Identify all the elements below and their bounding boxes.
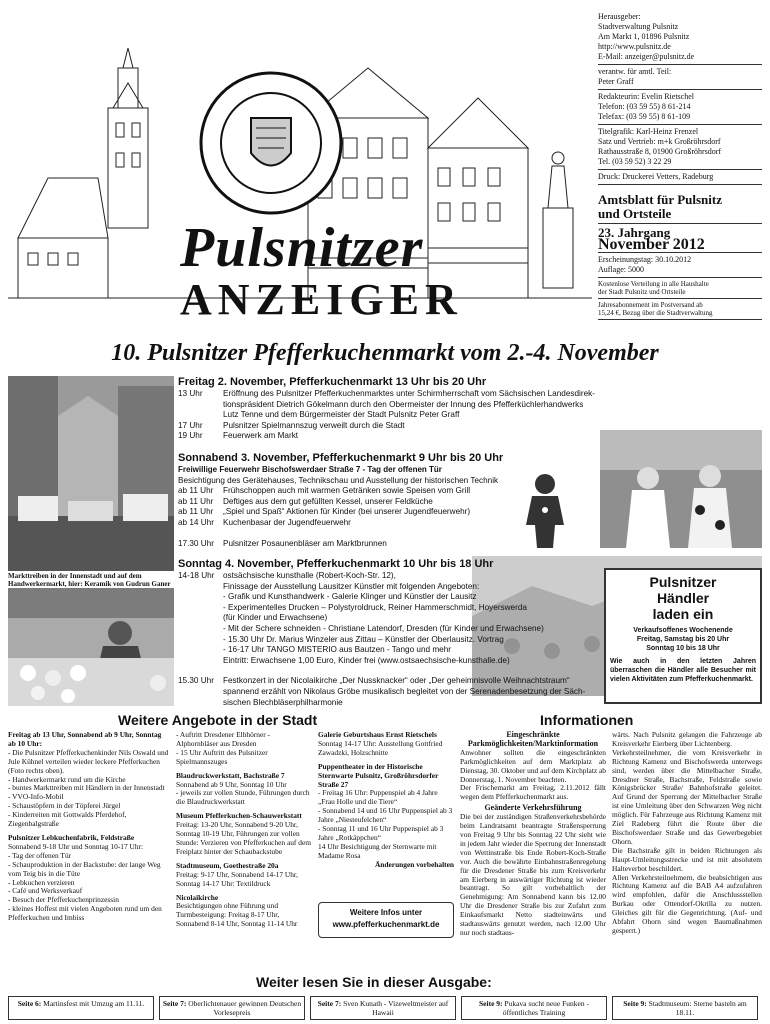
saturday-subheading: Freiwillige Feuerwehr Bischofswerdaer Straße 7 - Tag der offenen Tür [178,465,442,474]
column-paragraph: wärts. Nach Pulsnitz gelangen die Fahrzeuge ab Kreisverkehr Eierberg über Lichtenberg. [612,730,762,748]
schedule-row [178,645,598,656]
saturday-intro: Besichtigung des Gerätehauses, Technikschau und Ausstellung der historischen Technik [178,475,499,485]
imprint-address: Am Markt 1, 01896 Pulsnitz [598,32,690,41]
promo-line-1: Pulsnitzer [649,574,717,590]
schedule-row [178,486,548,497]
column-paragraph: Nicolaikirche [176,892,219,902]
footer-teaser[interactable] [310,996,456,1020]
schedule-row [178,421,598,432]
column-paragraph: Pulsnitzer Lebkuchenfabrik, Feldstraße [8,832,135,842]
more-offers-title: Weitere Angebote in der Stadt [118,712,318,728]
gingerbread-mascot-icon [520,470,570,550]
column-paragraph: - VVO-Info-Mobil [8,792,64,802]
schedule-time: 19 Uhr [178,431,203,441]
volume-year: 23. Jahrgang [598,225,671,240]
column-paragraph: Stadtmuseum, Goethestraße 20a [176,860,279,870]
column-paragraph: Sonntag 14-17 Uhr: Ausstellung Gottfried Zawadzki, Holzschnitte [318,738,443,757]
masthead-title-pulsnitzer: Pulsnitzer [180,217,424,279]
column-paragraph: - Sonnabend 14 und 16 Uhr Puppenspiel ab 3 Jahre „Niesteufelchen“ [318,806,453,825]
column-paragraph: Blaudruckwerkstatt, Bachstraße 7 [176,770,285,780]
schedule-desc: ostsächsische kunsthalle (Robert-Koch-Str. 12), [223,571,396,580]
schedule-desc: - Mit der Schere schneiden - Christiane Latendorf, Dresden (für Kinder und Erwachsene) [223,623,544,633]
footer-topic: Pukava sucht neue Funken - öffentliches Training [502,999,589,1017]
schedule-row [178,656,598,667]
imprint-responsible: verantw. für amtl. Teil: [598,67,672,76]
column-paragraph: - Freitag 16 Uhr: Puppenspiel ab 4 Jahre „Frau Holle und die Tiere“ [318,788,438,807]
schedule-desc: Eröffnung des Pulsnitzer Pfefferkuchenmarktes unter Schirmherrschaft vom Sächsischen Landesdirek- [223,389,595,398]
schedule-row [178,431,598,442]
column-paragraph: Der Frischemarkt am Freitag, 2.11.2012 fällt wegen dem Pfefferkuchenmarkt aus. [460,783,606,802]
footer-page: Seite 7: [317,999,344,1008]
schedule-saturday [178,452,548,549]
schedule-time: ab 14 Uhr [178,517,214,527]
footer-topic: Stadtmuseum: Sterne basteln am 18.11. [648,999,747,1017]
column-paragraph: - buntes Markttreiben mit Händlern in der Innenstadt [8,783,165,793]
masthead-title-anzeiger: ANZEIGER [180,275,463,318]
column-paragraph: Freitag: 9-17 Uhr, Sonnabend 14-17 Uhr, Sonntag 14-17 Uhr: Textildruck [176,869,298,888]
schedule-desc: „Spiel und Spaß“ Aktionen für Kinder (bei unserer Jugendfeuerwehr) [223,507,471,517]
column-paragraph: - Sonntag 11 und 16 Uhr Puppenspiel ab 3 Jahre „Rotkäppchen“ [318,824,444,842]
imprint-print: Druck: Druckerei Vetters, Radeburg [598,172,714,181]
more-info-box [318,902,454,938]
column-paragraph: Besichtigungen ohne Führung und Turmbesteigung: Freitag 8-17 Uhr, Sonnabend 8-14 Uhr, Sonntag 11-14 Uhr [176,901,298,929]
more-info-url[interactable]: www.pfefferkuchenmarkt.de [332,920,440,929]
offers-column-1 [8,731,170,923]
imprint-sales-1: Satz und Vertrieb: m+k Großröhrsdorf [598,137,721,146]
schedule-row [178,571,598,582]
schedule-row [178,624,598,635]
schedule-desc: - 15.30 Uhr Dr. Marius Winzeler aus Zittau – Künstler der Oberlausitz. Vortrag [223,634,504,644]
column-paragraph: Freitag: 13-20 Uhr, Sonnabend 9-20 Uhr, Sonntag 10-19 Uhr, Führungen zur vollen Stunde: Verzieren von Pfefferkuchen auf dem Freiplatz hinter der Schaubackstube [176,820,311,856]
schedule-row [178,497,548,508]
ceramics-image [8,588,174,706]
promo-weekend: Verkaufsoffenes Wochenende [633,627,733,634]
footer-teaser[interactable] [159,996,305,1020]
footer-page: Seite 7: [162,999,189,1008]
promo-fri-sat: Freitag, Samstag bis 20 Uhr [636,636,730,643]
sunday-last-line-2: spannend erzählt von Nikolaus Gröbe musikalisch begleitet von der Serenadenbesetzung der Säch- [223,686,586,696]
footer-page: Seite 9: [479,999,505,1008]
main-headline: 10. Pulsnitzer Pfefferkuchenmarkt vom 2.-4. November [111,340,659,366]
column-paragraph: - Handwerkermarkt rund um die Kirche [8,774,126,784]
photo-caption: Markttreiben in der Innenstadt und auf dem Handwerkermarkt, hier: Keramik von Gudrun Ganer [8,572,171,588]
schedule-row [178,603,598,614]
column-paragraph: - kleines Hoffest mit vielen Angeboten rund um den Pfefferkuchen und Imbiss [8,904,162,923]
saturday-last-desc: Pulsnitzer Posaunenbläser am Marktbrunnen [223,538,387,548]
schedule-desc: Feuerwerk am Markt [223,431,299,441]
footer-page: Seite 6: [17,999,44,1008]
column-paragraph: - Besuch der Pfefferkuchenprinzessin [8,895,119,905]
release-date: Erscheinungstag: 30.10.2012 [598,255,692,264]
imprint-email[interactable]: E-Mail: anzeiger@pulsnitz.de [598,52,695,61]
column-paragraph: Die bei der zuständigen Straßenverkehrsbehörde beim Landratsamt beantragte Straßensperrung von Freitag 9 Uhr bis Sonntag 22 Uhr sieht wie in jedem Jahr wieder die Sperrung der Innenstadt von Wettinstraße bis Ende Robert-Koch-Straße vor. Auch die bewährte Einbahnstraßenregelung für die Dresdener Straße bis zum Kreisverkehr am Eierberg in auswärtiger Richtung ist wieder beantragt. So gilt vorbehaltlich der Genehmigung: Am Sonnabend kann bis 12.00 Uhr die Dresdener Straße bis zur Zufahrt zum Einkaufsmarkt Netto stadteinwärts und stadtauswärts genutzt werden, nach 12.00 Uhr nur noch stadtaus- [460,812,606,937]
column-paragraph: - Auftritt Dresdener Elbhörner - Alphornbläser aus Dresden [176,730,270,748]
schedule-desc: Lutz Tenne und dem Bürgermeister der Stadt Pulsnitz Peter Graff [223,410,460,420]
column-paragraph: Die Bachstraße gilt in beiden Richtungen als Haupt-Umleitungsstrecke und ist mit absolutem Halteverbot beschildert. [612,845,762,873]
schedule-desc: (für Kinder und Erwachsene) [223,613,328,623]
schedule-row [178,389,598,400]
subscription-line-1: Jahresabonnement im Postversand ab [598,301,703,309]
children-image [600,430,762,548]
schedule-row [178,635,598,646]
imprint-fax: Telefax: (03 59 55) 8 61-109 [598,112,691,121]
column-paragraph: Sonnabend 9-18 Uhr und Sonntag 10-17 Uhr: [8,841,144,851]
saturday-last-row [178,539,548,550]
schedule-desc: Finissage der Ausstellung Lausitzer Künstler mit folgenden Angeboten: [223,581,480,591]
footer-teaser[interactable] [8,996,154,1020]
gazette-line-1: Amtsblatt für Pulsnitz [598,192,722,207]
schedule-row [178,518,548,529]
gingerbread-children-photo [600,430,762,548]
changes-note: Änderungen vorbehalten [374,859,454,869]
schedule-friday [178,376,598,442]
saturday-last-time: 17.30 Uhr [178,538,214,548]
schedule-desc: Frühschoppen auch mit warmen Getränken sowie Speisen vom Grill [223,486,471,496]
column-paragraph: - Kinderreiten mit Gottwalds Pferdehof, Ziegenbalgstraße [8,810,127,829]
info-column-2 [612,731,762,936]
schedule-desc: Deftiges aus dem gut gefüllten Kessel, unserer Feldküche [223,496,433,506]
parking-text [460,749,606,802]
footer-topic: Sven Kunath - Vizeweltmeister auf Hawaii [343,999,449,1017]
schedule-desc: tionspräsident Dietrich Gökelmann durch den Obermeister der Innung des Pfefferküchlerhandwerks [223,399,584,409]
footer-teaser[interactable] [461,996,607,1020]
traffic-text [460,813,606,938]
offers-column-3 [318,731,454,870]
schedule-row [178,400,598,411]
column-paragraph: - Schauproduktion in der Backstube: der lange Weg vom Teig bis in die Tüte [8,859,161,878]
schedule-time: 13 Uhr [178,389,203,398]
distribution-line-1: Kostenlose Verteilung in alle Haushalte [598,280,709,288]
column-paragraph: Galerie Geburtshaus Ernst Rietschels [318,730,437,739]
schedule-desc: - Grafik und Kunsthandwerk - Galerie Klinger und Künstler der Lausitz [223,592,477,602]
sunday-rows [178,571,598,666]
imprint-publisher: Herausgeber: [598,12,641,21]
schedule-row [178,582,598,593]
schedule-row [178,613,598,624]
subscription-line-2: 15,24 €, Bezug über die Stadtverwaltung [598,309,713,317]
imprint-graphic: Titelgrafik: Karl-Heinz Frenzel [598,127,699,136]
column-paragraph: Freitag ab 13 Uhr, Sonnabend ab 9 Uhr, Sonntag ab 10 Uhr: [8,730,162,748]
schedule-time: ab 11 Uhr [178,486,214,496]
gazette-line-2: und Ortsteile [598,206,672,221]
column-paragraph: - Café und Werksverkauf [8,886,83,896]
column-paragraph: - Schaustöpfern in der Töpferei Jürgel [8,801,121,811]
column-paragraph: Puppentheater in der Historische Sternwarte Pulsnitz, Großröhrsdorfer Straße 27 [318,761,439,789]
column-paragraph: - Die Pulsnitzer Pfefferkuchenkinder Nils Oswald und Jule Kühnel verteilen wieder leckere Pfefferkuchen (Foto rechts oben). [8,747,169,775]
footer-page: Seite 9: [623,999,649,1008]
column-paragraph: Anwohner sollten die eingeschränkten Parkmöglichkeiten auf dem Marktplatz ab Dienstag, 30. Oktober und auf dem Kirchplatz ab Donnerstag, 1. November beachten. [460,747,606,784]
friday-rows [178,389,598,442]
schedule-time: 17 Uhr [178,420,203,430]
footer-topic: Martinsfest mit Umzug am 11.11. [43,999,145,1008]
column-paragraph: - Lebkuchen verzieren [8,877,75,887]
schedule-desc: Pulsnitzer Spielmannszug verweilt durch die Stadt [223,420,405,430]
friday-heading: Freitag 2. November, Pfefferkuchenmarkt 13 Uhr bis 20 Uhr [178,376,487,388]
sunday-last-block [178,676,598,708]
schedule-sunday [178,558,598,708]
promo-sunday: Sonntag 10 bis 18 Uhr [646,645,720,652]
market-street-image [8,376,174,571]
sunday-last-time: 15.30 Uhr [178,676,214,686]
saturday-heading: Sonnabend 3. November, Pfefferkuchenmarkt 9 Uhr bis 20 Uhr [178,452,504,464]
market-street-photo [8,376,174,571]
merchants-promo-box [604,568,762,704]
edition-count: Auflage: 5000 [598,265,644,274]
more-info-label: Weitere Infos unter [349,908,423,917]
city-seal-emblem [196,68,346,218]
imprint-url[interactable]: http://www.pulsnitz.de [598,42,671,51]
promo-text: Wie auch in den letzten Jahren überraschen die Händler alle Besucher mit vielen Aktivitäten zum Pfefferkuchenmarkt. [610,658,756,683]
sunday-last-line-3: sischen Blechbläserphilharmonie [223,697,343,707]
schedule-row [178,592,598,603]
column-paragraph: - jeweils zur vollen Stunde, Führungen durch die Blaudruckwerkstatt [176,788,310,807]
offers-column-2 [176,731,312,929]
parking-heading: Eingeschränkte Parkmöglichkeiten/Marktinformation [467,730,599,748]
schedule-desc: Eintritt: Erwachsene 1,00 Euro, Kinder frei (www.ostsaechsische-kunsthalle.de) [223,655,510,665]
footer-topic: Oberlichtenauer gewinnen Deutschen Vorlesepreis [188,999,302,1017]
masthead [8,8,592,318]
column-paragraph: 14 Uhr Besichtigung der Sternwarte mit Madame Rosa [318,841,437,860]
imprint-responsible-name: Peter Graff [598,77,634,86]
column-paragraph: Verkehrsteilnehmer, die vom Kreisverkehr in Richtung Kamenz und Bischofswerda unterwegs sind, werden über die Mittelbacher Straße, Dresdner Straße, Bachstraße, Feldstraße sowie Königsbrücker Straße/ Bahnhofstraße geleitet. Auf Grund der Sperrung der Mittelbacher Straße ist eine Umleitung über den Schwarzen Weg nicht möglich. Für Fahrzeuge aus Richtung Kamenz mit Ziel Radeberg führt die Route über die Bischofswerdaer Straße und das Gewerbegebiet Ohorn. [612,747,762,846]
schedule-time: 14-18 Uhr [178,571,215,580]
column-paragraph: Allen Verkehrsteilnehmern, die beabsichtigen aus Richtung Kamenz auf die BAB A4 aufzufahren wird empfohlen, dafür die Anschlussstellen Burkau oder Ottendorf-Okrilla zu nutzen. Gleiches gilt für die Gegenrichtung. (Auf- und Abfahrt Ohorn sind wegen Baumaßnahmen gesperrt.) [612,872,762,935]
column-paragraph: Museum Pfefferkuchen-Schauwerkstatt [176,811,302,821]
footer-teaser[interactable] [612,996,758,1020]
traffic-heading: Geänderte Verkehrsführung [484,803,582,813]
imprint-sidebar [598,10,762,320]
schedule-row [178,410,598,421]
distribution-line-2: der Stadt Pulsnitz und Ortsteile [598,288,686,296]
imprint-sales-3: Tel. (03 59 52) 3 22 29 [598,157,672,166]
column-paragraph: Sonnabend ab 9 Uhr, Sonntag 10 Uhr [176,779,287,789]
info-column-1 [460,731,606,938]
imprint-publisher-name: Stadtverwaltung Pulsnitz [598,22,679,31]
imprint-editor: Redakteurin: Evelin Rietschel [598,92,694,101]
schedule-time: ab 11 Uhr [178,496,214,506]
saturday-rows [178,486,548,528]
schedule-desc: - 16-17 Uhr TANGO MISTERIO aus Bautzen - Tango und mehr [223,645,451,655]
schedule-desc: Kuchenbasar der Jugendfeuerwehr [223,517,351,527]
column-paragraph: - 15 Uhr Auftritt des Pulsnitzer Spielmannszuges [176,747,268,766]
information-title: Informationen [540,712,634,728]
promo-line-3: laden ein [652,606,714,622]
schedule-time: ab 11 Uhr [178,507,214,517]
more-reading-title: Weiter lesen Sie in dieser Ausgabe: [256,974,492,990]
column-paragraph: - Tag der offenen Tür [8,850,72,860]
promo-line-2: Händler [656,590,710,606]
ceramics-photo [8,588,174,706]
schedule-row [178,507,548,518]
imprint-phone: Telefon: (03 59 55) 8 61-214 [598,102,691,111]
offers-column-3-text [318,731,454,861]
sunday-last-line-1: Festkonzert in der Nicolaikirche „Der Nussknacker“ oder „Der geheimnisvolle Weihnachtstraum“ [223,676,570,686]
imprint-sales-2: Rathausstraße 8, 01900 Großröhrsdorf [598,147,722,156]
schedule-desc: - Experimentelles Drucken – Polystyroldruck, Reiner Hammerschmidt, Hoyerswerda [223,602,527,612]
sunday-heading: Sonntag 4. November, Pfefferkuchenmarkt 10 Uhr bis 18 Uhr [178,558,494,570]
issue-month: November 2012 [598,236,705,253]
